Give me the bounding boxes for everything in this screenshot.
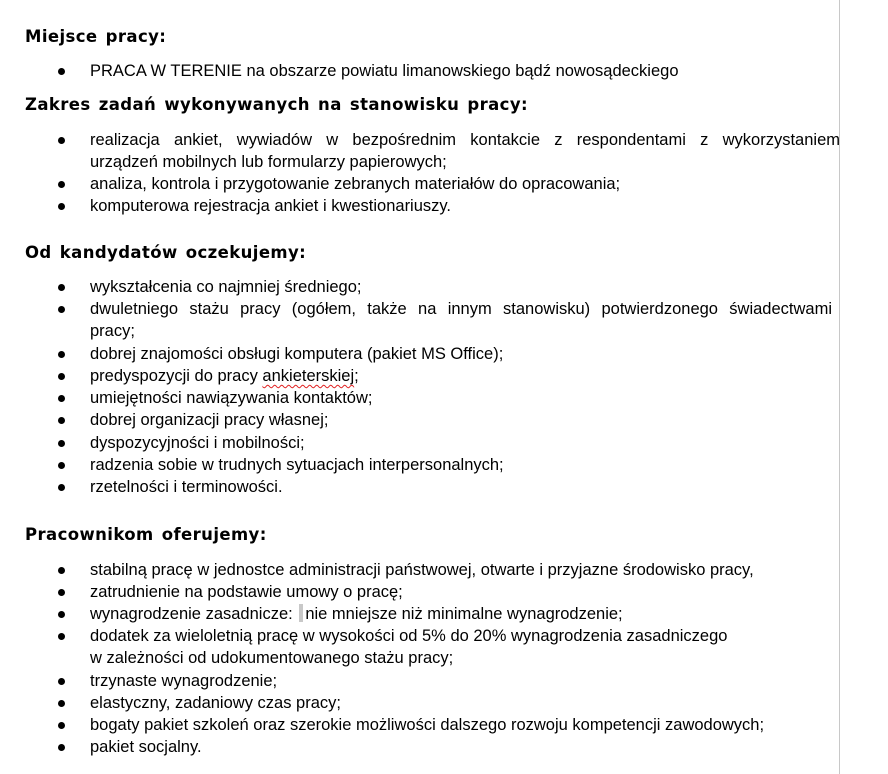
heading-od-kandydatow: Od kandydatów oczekujemy: bbox=[25, 243, 307, 262]
list-item: komputerowa rejestracja ankiet i kwestionariuszy. bbox=[90, 197, 452, 215]
heading-miejsce-pracy: Miejsce pracy: bbox=[25, 27, 167, 46]
list-item: rzetelności i terminowości. bbox=[90, 478, 283, 496]
heading-pracownikom-oferujemy: Pracownikom oferujemy: bbox=[25, 525, 267, 544]
list-item: radzenia sobie w trudnych sytuacjach interpersonalnych; bbox=[90, 456, 504, 474]
bullet bbox=[58, 567, 65, 574]
bullet bbox=[58, 203, 65, 210]
bullet bbox=[58, 440, 65, 447]
field-shading-mark bbox=[299, 604, 303, 622]
bullet bbox=[58, 284, 65, 291]
list-item: bogaty pakiet szkoleń oraz szerokie możliwości dalszego rozwoju kompetencji zawodowych; bbox=[90, 716, 765, 734]
bullet bbox=[58, 722, 65, 729]
page-right-border bbox=[839, 0, 840, 774]
list-item: elastyczny, zadaniowy czas pracy; bbox=[90, 694, 341, 712]
bullet bbox=[58, 611, 65, 618]
list-item: zatrudnienie na podstawie umowy o pracę; bbox=[90, 583, 403, 601]
list-item: dwuletniego stażu pracy (ogółem, także na innym stanowisku) potwierdzonego świadectwami bbox=[90, 300, 832, 318]
list-item-continuation: w zależności od udokumentowanego stażu pracy; bbox=[90, 649, 454, 667]
list-item bbox=[90, 603, 623, 625]
list-item: dobrej znajomości obsługi komputera (pakiet MS Office); bbox=[90, 345, 504, 363]
list-item: wykształcenia co najmniej średniego; bbox=[90, 278, 362, 296]
bullet bbox=[58, 484, 65, 491]
bullet bbox=[58, 744, 65, 751]
bullet bbox=[58, 395, 65, 402]
list-item bbox=[90, 365, 359, 387]
item-text: wynagrodzenie zasadnicze: bbox=[90, 605, 293, 623]
bullet bbox=[58, 351, 65, 358]
bullet bbox=[58, 68, 65, 75]
list-item-continuation: pracy; bbox=[90, 322, 135, 340]
list-item: analiza, kontrola i przygotowanie zebranych materiałów do opracowania; bbox=[90, 175, 621, 193]
item-text: predyspozycji do pracy bbox=[90, 367, 258, 385]
bullet bbox=[58, 181, 65, 188]
bullet bbox=[58, 462, 65, 469]
list-item: realizacja ankiet, wywiadów w bezpośrednim kontakcie z respondentami z wykorzystaniem bbox=[90, 131, 840, 149]
bullet bbox=[58, 373, 65, 380]
list-item: PRACA W TERENIE na obszarze powiatu limanowskiego bądź nowosądeckiego bbox=[90, 62, 679, 80]
heading-zakres-zadan: Zakres zadań wykonywanych na stanowisku pracy: bbox=[25, 95, 529, 114]
bullet bbox=[58, 678, 65, 685]
list-item: pakiet socjalny. bbox=[90, 738, 202, 756]
bullet bbox=[58, 417, 65, 424]
bullet bbox=[58, 306, 65, 313]
list-item: dodatek za wieloletnią pracę w wysokości od 5% do 20% wynagrodzenia zasadniczego bbox=[90, 627, 728, 645]
bullet bbox=[58, 700, 65, 707]
item-punct: ; bbox=[354, 367, 359, 385]
list-item: trzynaste wynagrodzenie; bbox=[90, 672, 278, 690]
item-text: nie mniejsze niż minimalne wynagrodzenie; bbox=[305, 605, 623, 623]
list-item: dobrej organizacji pracy własnej; bbox=[90, 411, 329, 429]
list-item: dyspozycyjności i mobilności; bbox=[90, 434, 305, 452]
spellcheck-word[interactable]: ankieterskiej bbox=[262, 367, 355, 385]
list-item-continuation: urządzeń mobilnych lub formularzy papierowych; bbox=[90, 153, 447, 171]
bullet bbox=[58, 589, 65, 596]
bullet bbox=[58, 633, 65, 640]
list-item: stabilną pracę w jednostce administracji państwowej, otwarte i przyjazne środowisko pracy, bbox=[90, 561, 754, 579]
bullet bbox=[58, 137, 65, 144]
list-item: umiejętności nawiązywania kontaktów; bbox=[90, 389, 373, 407]
